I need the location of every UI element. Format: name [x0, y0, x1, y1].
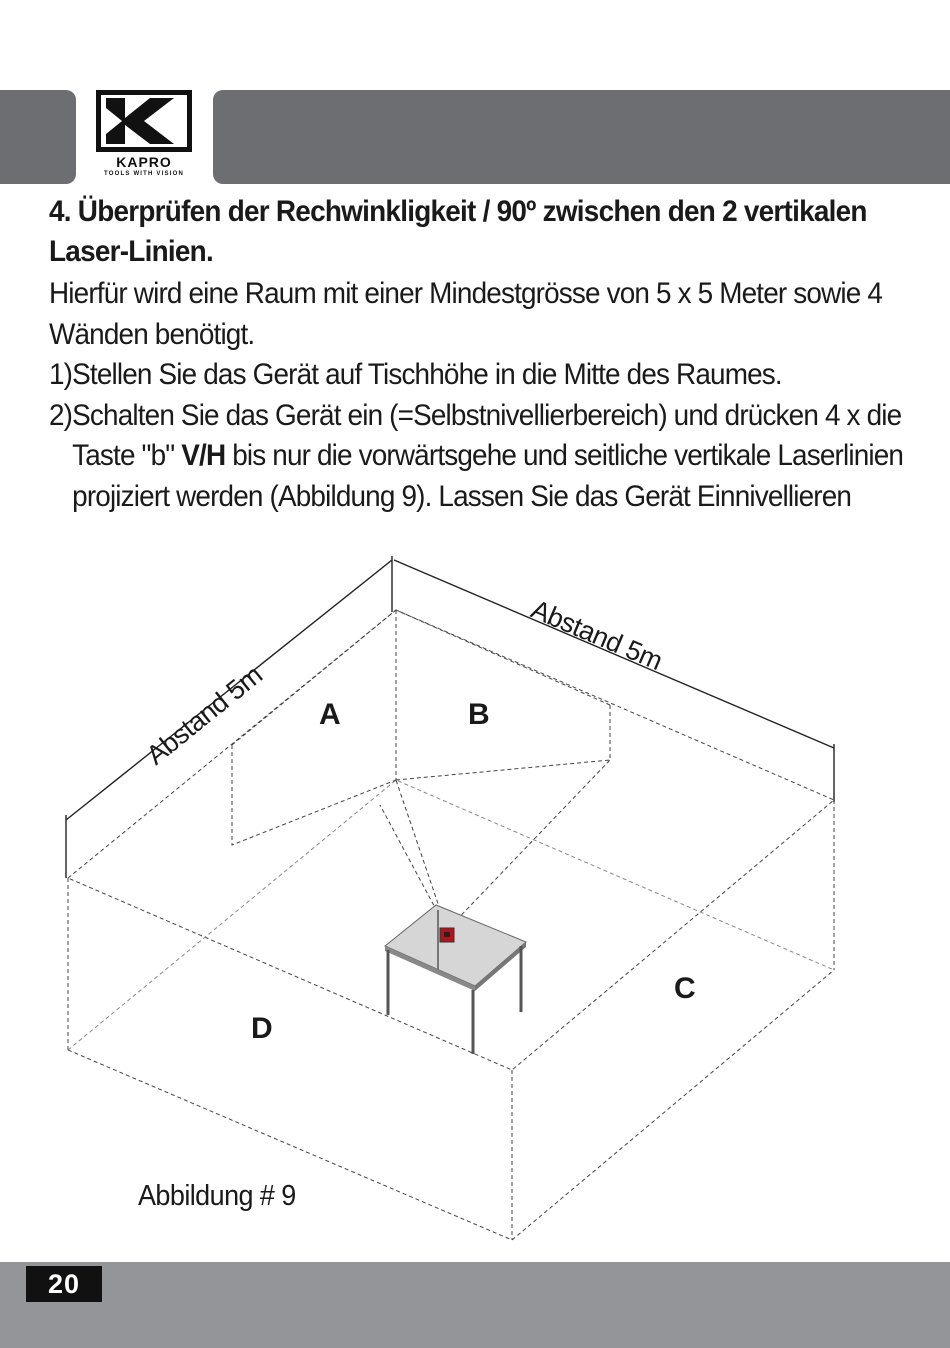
- page-number: 20: [26, 1266, 102, 1302]
- section-heading: 4. Überprüfen der Rechwinkligkeit / 90º zwischen den 2 vertikalen Laser-Linien.: [49, 195, 867, 268]
- kapro-logo: [92, 88, 196, 186]
- header-band-right: [213, 90, 950, 184]
- distance-label-right: Abstand 5m: [526, 594, 667, 677]
- step-text-part: Schalten Sie das Gerät ein (=Selbstnivellierbereich) und drücken 4 x die Taste "b": [72, 398, 902, 472]
- step-text-part: bis nur die vorwärtsgehe und seitliche vertikale Laserlinien projiziert werden (Abbildung 9). Lassen Sie das Gerät Einnivellieren: [72, 439, 904, 513]
- table-icon: [385, 905, 526, 1054]
- room-wireframe: [68, 610, 834, 1240]
- figure-caption: Abbildung # 9: [138, 1180, 296, 1212]
- step-text: [72, 396, 923, 518]
- wall-label-d: D: [251, 1012, 273, 1045]
- laser-device-icon: [440, 928, 454, 942]
- header-band-left: [0, 90, 76, 184]
- kapro-k-icon: [92, 88, 196, 154]
- distance-label-left: Abstand 5m: [140, 659, 268, 771]
- wall-label-c: C: [674, 972, 696, 1005]
- step-number: 2): [49, 398, 73, 432]
- wall-label-b: B: [468, 698, 490, 731]
- logo-brand-text: KAPRO: [116, 154, 172, 170]
- section-content: [49, 192, 929, 517]
- step-number: 1): [49, 358, 73, 391]
- logo-tagline: TOOLS WITH VISION: [104, 171, 184, 177]
- wall-label-a: A: [319, 698, 341, 731]
- intro-text: Hierfür wird eine Raum mit einer Mindestgrösse von 5 x 5 Meter sowie 4 Wänden benötigt.: [49, 277, 883, 351]
- step-2: [49, 396, 923, 518]
- vh-key-label: V/H: [181, 439, 226, 472]
- step-1: [49, 355, 923, 396]
- footer-band: [0, 1262, 950, 1348]
- step-text: Stellen Sie das Gerät auf Tischhöhe in die Mitte des Raumes.: [72, 358, 782, 391]
